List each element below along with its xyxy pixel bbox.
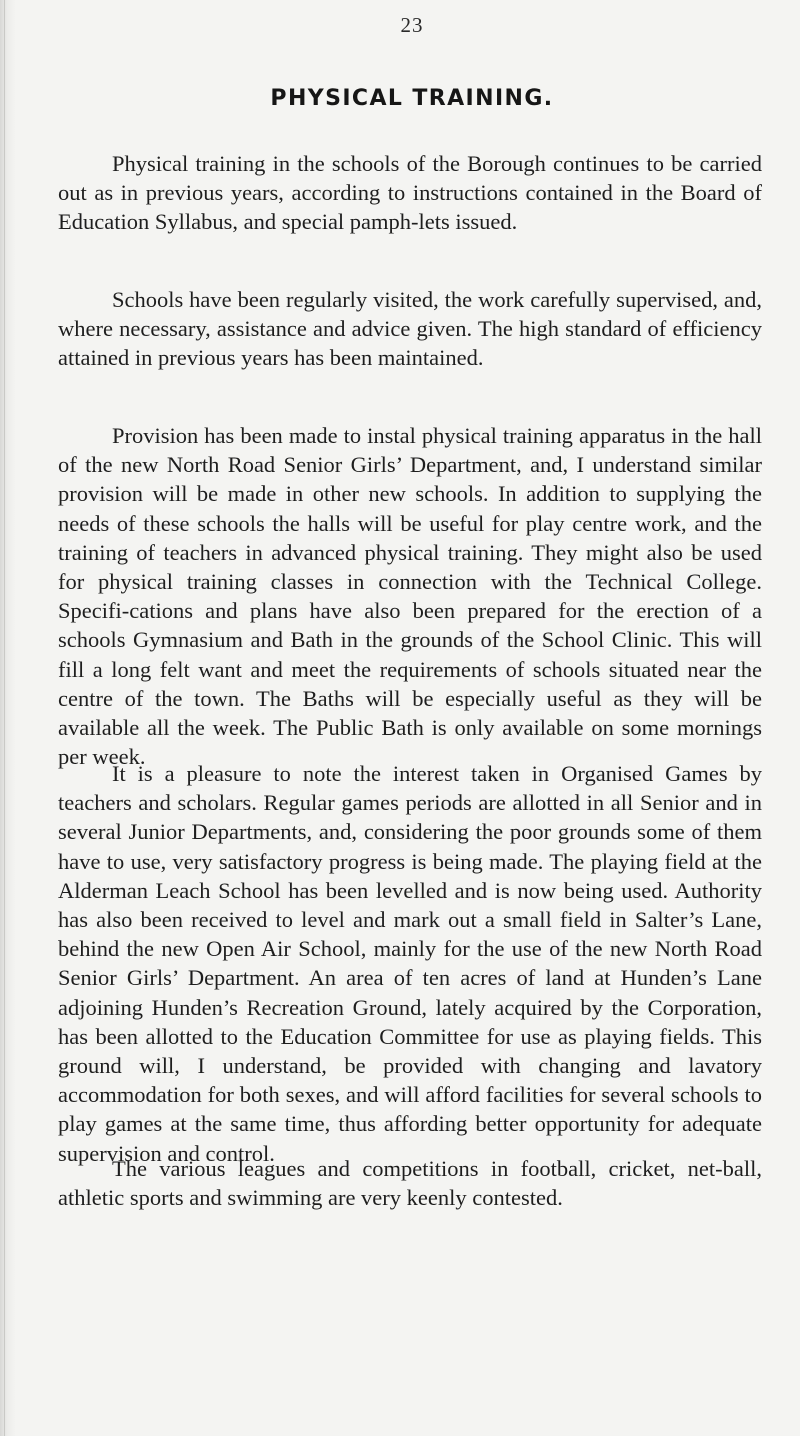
page-binding-line bbox=[4, 0, 5, 1436]
paragraph-apparatus-provision: Provision has been made to instal physical training apparatus in the hall of the new North Road Senior Girls’ Department, and, I understand similar provision will be made in other new schools. In addition to supplying the needs of these schools the halls will be useful for play centre work, and the training of teachers in advanced physical training. They might also be used for physical training classes in connection with the Technical College. Specifi-cations and plans have also been prepared for the erection of a schools Gymnasium and Bath in the grounds of the School Clinic. This will fill a long felt want and meet the requirements of schools situated near the centre of the town. The Baths will be especially useful as they will be available all the week. The Public Bath is only available on some mornings per week. bbox=[58, 423, 762, 770]
paragraph-organised-games: It is a pleasure to note the interest taken in Organised Games by teachers and scholars. Regular games periods are allotted in all Senior and in several Junior Departments, and, considering the poor grounds some of them have to use, very satisfactory progress is being made. The playing field at the Alderman Leach School has been levelled and is now being used. Authority has also been received to level and mark out a small field in Salter’s Lane, behind the new Open Air School, mainly for the use of the new North Road Senior Girls’ Department. An area of ten acres of land at Hunden’s Lane adjoining Hunden’s Recreation Ground, lately acquired by the Corporation, has been allotted to the Education Committee for use as playing fields. This ground will, I understand, be provided with changing and lavatory accommodation for both sexes, and will afford facilities for several schools to play games at the same time, thus affording better opportunity for adequate supervision and control. bbox=[58, 761, 762, 1166]
paragraph-supervision: Schools have been regularly visited, the work carefully supervised, and, where necessary, assistance and advice given. The high standard of efficiency attained in previous years has been maintained. bbox=[58, 287, 762, 371]
page-number: 23 bbox=[400, 13, 424, 37]
paragraph-leagues: The various leagues and competitions in football, cricket, net-ball, athletic sports and swimming are very keenly contested. bbox=[58, 1156, 762, 1211]
section-title: PHYSICAL TRAINING. bbox=[270, 86, 554, 111]
paragraph-curriculum: Physical training in the schools of the Borough continues to be carried out as in previous years, according to instructions contained in the Board of Education Syllabus, and special pamph-lets issued. bbox=[58, 151, 762, 235]
page-binding-edge bbox=[0, 0, 16, 1436]
